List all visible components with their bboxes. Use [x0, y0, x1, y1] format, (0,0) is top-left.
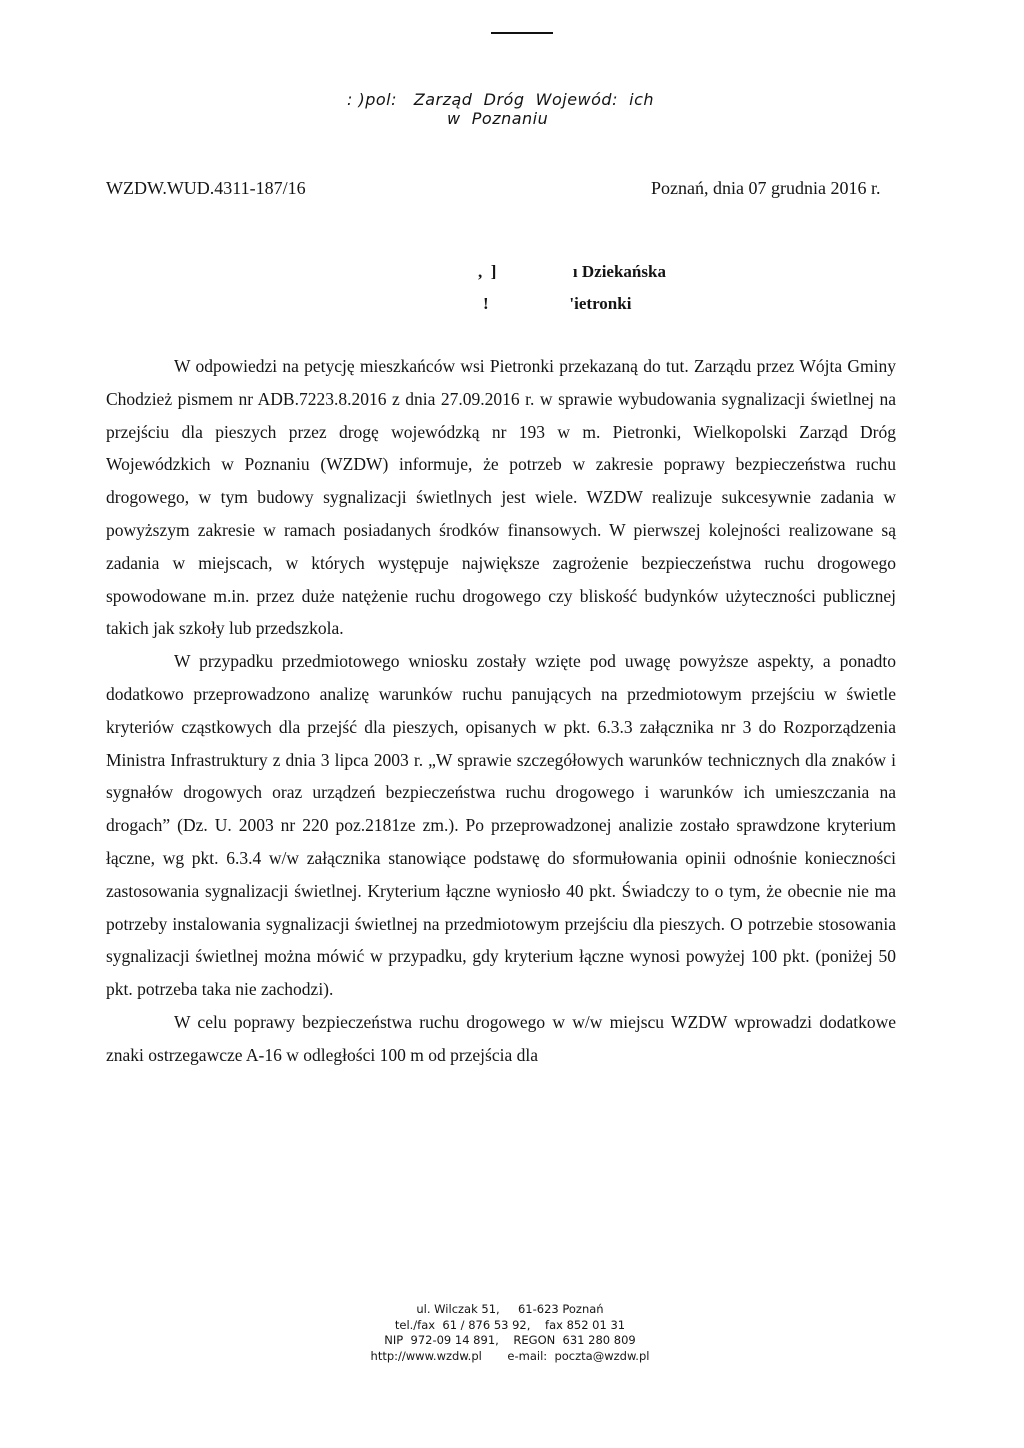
- reference-number: WZDW.WUD.4311-187/16: [106, 178, 306, 198]
- letter-body: [106, 350, 896, 1072]
- top-rule: [491, 32, 553, 34]
- footer-contact: [300, 1302, 720, 1364]
- addressee-line-1: , ] ı Dziekańska: [478, 262, 666, 281]
- place-date: Poznań, dnia 07 grudnia 2016 r.: [651, 178, 881, 198]
- footer-web: http://www.wzdw.pl e-mail: poczta@wzdw.pl: [370, 1348, 650, 1363]
- footer-address: ul. Wilczak 51, 61-623 Poznań: [416, 1302, 604, 1316]
- letterhead-line-2: w Poznaniu: [447, 109, 549, 128]
- paragraph-2: W przypadku przedmiotowego wniosku zostały wzięte pod uwagę powyższe aspekty, a ponadto dodatkowo przeprowadzono analizę warunków ruchu panujących na przedmiotowym przejściu w świetle kryteriów cząstkowych dla przejść dla pieszych, opisanych w pkt. 6.3.3 załącznika nr 3 do Rozporządzenia Ministra Infrastruktury z dnia 3 lipca 2003 r. „W sprawie szczegółowych warunków technicznych dla znaków i sygnałów drogowych oraz urządzeń bezpieczeństwa ruchu drogowego i warunków ich umieszczania na drogach” (Dz. U. 2003 nr 220 poz.2181ze zm.). Po przeprowadzonej analizie zostało sprawdzone kryterium łączne, wg pkt. 6.3.4 w/w załącznika stanowiące podstawę do sformułowania opinii odnośnie konieczności zastosowania sygnalizacji świetlnej. Kryterium łączne wyniosło 40 pkt. Świadczy to o tym, że obecnie nie ma potrzeby instalowania sygnalizacji świetlnej na przedmiotowym przejściu dla pieszych. O potrzebie stosowania sygnalizacji świetlnej można mówić w przypadku, gdy kryterium łączne wynosi powyżej 100 pkt. (poniżej 50 pkt. potrzeba taka nie zachodzi).: [106, 651, 896, 1000]
- footer-phone: tel./fax 61 / 876 53 92, fax 852 01 31: [394, 1317, 626, 1332]
- letterhead-line-1: : )pol: Zarząd Dróg Wojewód: ich: [347, 90, 655, 109]
- paragraph-3: W celu poprawy bezpieczeństwa ruchu drogowego w w/w miejscu WZDW wprowadzi dodatkowe znaki ostrzegawcze A-16 w odległości 100 m od przejścia dla: [106, 1011, 896, 1065]
- footer-ids: NIP 972-09 14 891, REGON 631 280 809: [384, 1333, 636, 1347]
- paragraph-1: W odpowiedzi na petycję mieszkańców wsi Pietronki przekazaną do tut. Zarządu przez Wójta Gminy Chodzież pismem nr ADB.7223.8.2016 z dnia 27.09.2016 r. w sprawie wybudowania sygnalizacji świetlnej na przejściu dla pieszych przez drogę wojewódzką nr 193 w m. Pietronki, Wielkopolski Zarząd Dróg Wojewódzkich w Poznaniu (WZDW) informuje, że potrzeb w zakresie poprawy bezpieczeństwa ruchu drogowego, w tym budowy sygnalizacji świetlnych jest wiele. WZDW realizuje sukcesywnie zadania w powyższym zakresie w ramach posiadanych środków finansowych. W pierwszej kolejności realizowane są zadania w miejscach, w których występuje największe zagrożenie bezpieczeństwa ruchu drogowego spowodowane m.in. przez duże natężenie ruchu drogowego czy bliskość budynków użyteczności publicznej takich jak szkoły lub przedszkola.: [106, 356, 896, 639]
- addressee-line-2: ! 'ietronki: [483, 294, 632, 313]
